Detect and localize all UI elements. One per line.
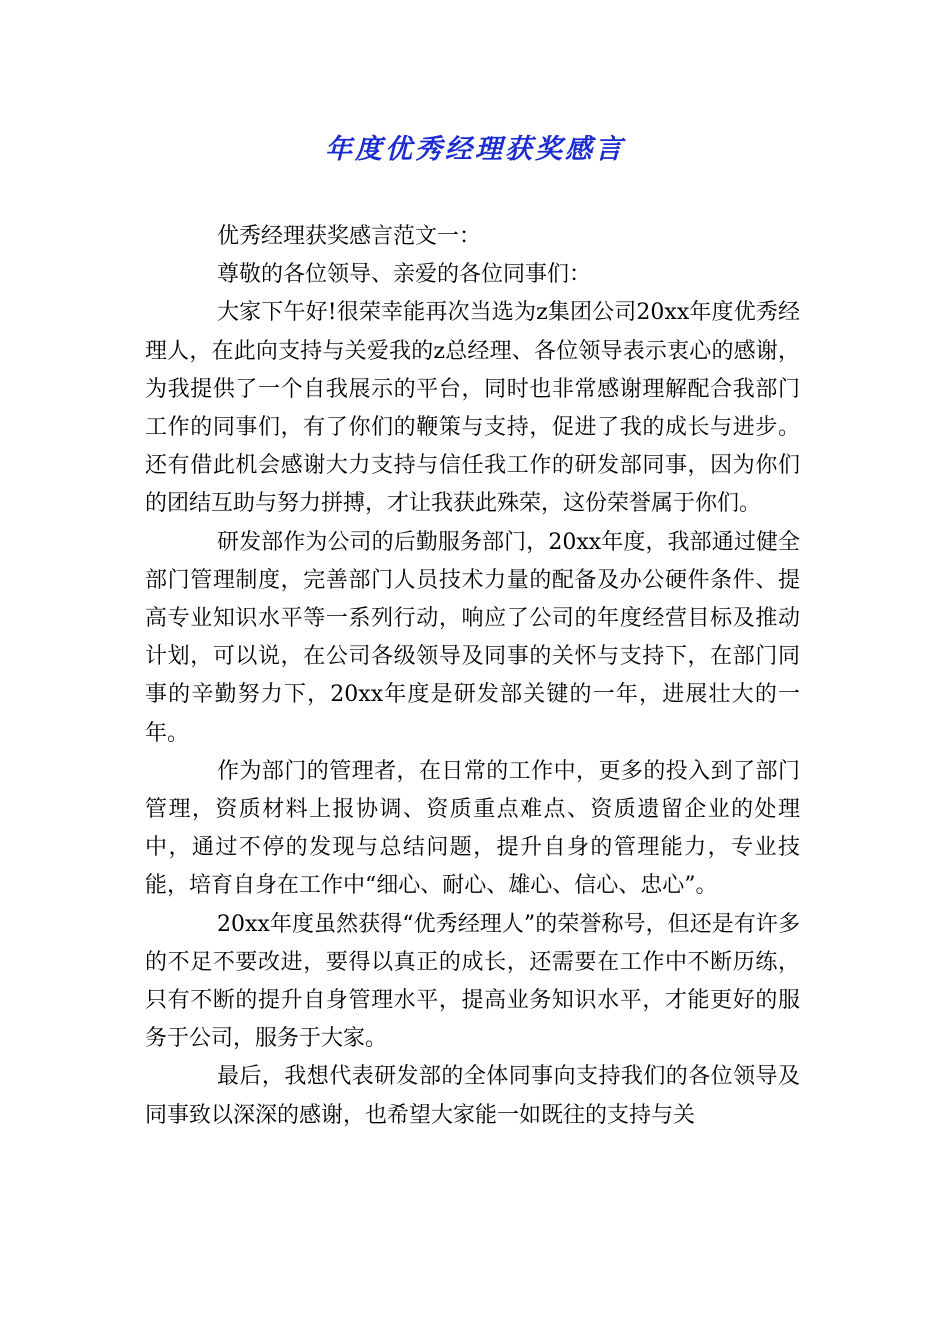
paragraph-5: 作为部门的管理者，在日常的工作中，更多的投入到了部门管理，资质材料上报协调、资质重点难点、资质遗留企业的处理中，通过不停的发现与总结问题，提升自身的管理能力，专业技能，培育自身在工作中“细心、耐心、雄心、信心、忠心”。: [145, 758, 800, 899]
paragraph-6: 20xx年度虽然获得“优秀经理人”的荣誉称号，但还是有许多的不足不要改进，要得以真正的成长，还需要在工作中不断历练，只有不断的提升自身管理水平，提高业务知识水平，才能更好的服务于公司，服务于大家。: [145, 911, 800, 1052]
paragraph-1: 优秀经理获奖感言范文一：: [217, 224, 482, 249]
paragraph-2: 尊敬的各位领导、亲爱的各位同事们：: [217, 262, 592, 288]
paragraph-4: 研发部作为公司的后勤服务部门，20xx年度，我部通过健全部门管理制度，完善部门人员技术力量的配备及办公硬件条件、提高专业知识水平等一系列行动，响应了公司的年度经营目标及推动计划，可以说，在公司各级领导及同事的关怀与支持下，在部门同事的辛勤努力下，20xx年度是研发部关键的一年，进展壮大的一年。: [145, 529, 800, 746]
document-title: 年度优秀经理获奖感言: [325, 134, 625, 165]
paragraph-3: 大家下午好!很荣幸能再次当选为z集团公司20xx年度优秀经理人，在此向支持与关爱我的z总经理、各位领导表示衷心的感谢，为我提供了一个自我展示的平台，同时也非常感谢理解配合我部门工作的同事们，有了你们的鞭策与支持，促进了我的成长与进步。还有借此机会感谢大力支持与信任我工作的研发部同事，因为你们的团结互助与努力拼搏，才让我获此殊荣，这份荣誉属于你们。: [145, 300, 800, 517]
document-body: [145, 218, 800, 1135]
paragraph-7: 最后，我想代表研发部的全体同事向支持我们的各位领导及同事致以深深的感谢，也希望大家能一如既往的支持与关: [145, 1064, 800, 1128]
